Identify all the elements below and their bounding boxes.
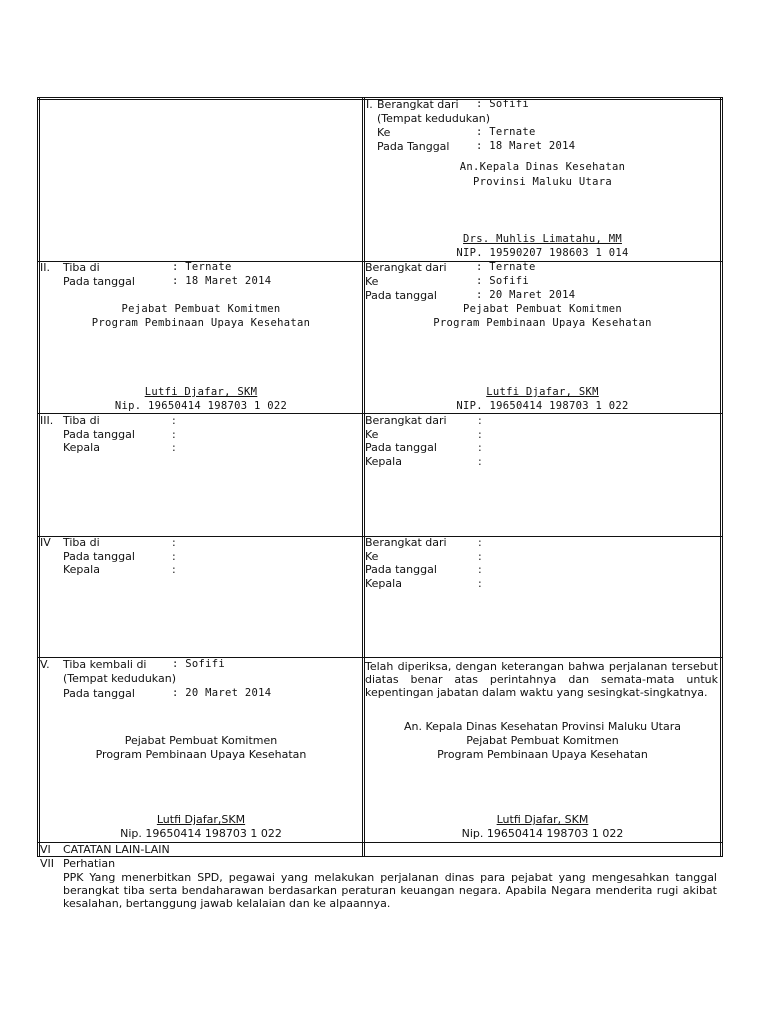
table-border-right-inner (722, 97, 723, 857)
sec3-tiba-label: Tiba di (63, 414, 100, 427)
sec2-right-signatory-title-1: Pejabat Pembuat Komitmen (463, 303, 622, 315)
sec2-tiba-label: Tiba di (63, 261, 100, 274)
sec7-number: VII (40, 857, 55, 870)
sec3-number: III. (40, 414, 54, 427)
sec7-notice-text: PPK Yang menerbitkan SPD, pegawai yang melakukan perjalanan dinas para pejabat yang mengesahkan tanggal berangkat tiba serta bendaharawan berdasarkan peraturan keuangan negara. Apabila Negara menderita rugi akibat kesalahan, bertanggung jawab kelalaian dan ke alpaannya. (63, 871, 717, 910)
sec6-label: CATATAN LAIN-LAIN (63, 843, 170, 856)
table-divider-middle (362, 97, 363, 857)
sec5-signatory-nip: Nip. 19650414 198703 1 022 (120, 827, 282, 840)
table-border-bottom (37, 856, 723, 857)
sec3-right-berangkat-colon: : (478, 414, 482, 427)
sec3-tanggal-colon: : (172, 428, 176, 441)
sec2-tanggal-value: : 18 Maret 2014 (172, 275, 272, 287)
sec1-berangkat-value: : Sofifi (476, 98, 529, 110)
sec2-signatory-nip: Nip. 19650414 198703 1 022 (114, 400, 288, 412)
table-border-right (720, 97, 721, 857)
sec5-tempat-kedudukan: (Tempat kedudukan) (63, 672, 176, 685)
sec2-right-tanggal-value: : 20 Maret 2014 (476, 289, 576, 301)
sec2-tiba-value: : Ternate (172, 261, 232, 273)
sec2-signatory-name: Lutfi Djafar, SKM (144, 386, 258, 398)
sec5-signatory-title-1: Pejabat Pembuat Komitmen (124, 734, 278, 747)
sec7-label: Perhatian (63, 857, 116, 870)
sec1-tanggal-label: Pada Tanggal (377, 140, 450, 153)
sec2-right-signatory-title-2: Program Pembinaan Upaya Kesehatan (433, 317, 652, 329)
sec3-right-kepala-colon: : (478, 455, 482, 468)
sec1-signatory-nip: NIP. 19590207 198603 1 014 (456, 247, 629, 259)
sec4-right-berangkat-label: Berangkat dari (365, 536, 447, 549)
sec4-tiba-colon: : (172, 536, 176, 549)
sec4-right-berangkat-colon: : (478, 536, 482, 549)
sec4-right-kepala-colon: : (478, 577, 482, 590)
sec3-right-kepala-label: Kepala (365, 455, 402, 468)
sec2-right-signatory-nip: NIP. 19650414 198703 1 022 (456, 400, 629, 412)
sec5-tanggal-value: : 20 Maret 2014 (172, 687, 272, 699)
sec1-signatory-name: Drs. Muhlis Limatahu, MM (463, 233, 622, 245)
sec4-right-tanggal-label: Pada tanggal (365, 563, 437, 576)
sec2-tanggal-label: Pada tanggal (63, 275, 135, 288)
sec4-right-kepala-label: Kepala (365, 577, 402, 590)
sec2-number: II. (40, 261, 50, 274)
sec3-kepala-label: Kepala (63, 441, 100, 454)
sec1-berangkat-label: Berangkat dari (377, 98, 459, 111)
sec2-right-ke-label: Ke (365, 275, 379, 288)
sec3-kepala-colon: : (172, 441, 176, 454)
sec1-number: I. (366, 98, 373, 111)
sec4-tiba-label: Tiba di (63, 536, 100, 549)
sec4-kepala-colon: : (172, 563, 176, 576)
sec4-tanggal-colon: : (172, 550, 176, 563)
sec1-tempat-kedudukan: (Tempat kedudukan) (377, 112, 490, 125)
sec4-tanggal-label: Pada tanggal (63, 550, 135, 563)
sec5-signatory-title-2: Program Pembinaan Upaya Kesehatan (95, 748, 307, 761)
sec3-right-tanggal-colon: : (478, 441, 482, 454)
sec1-ke-label: Ke (377, 126, 391, 139)
sec6-number: VI (40, 843, 51, 856)
sec5-number: V. (40, 658, 50, 671)
sec1-ke-value: : Ternate (476, 126, 536, 138)
sec1-tanggal-value: : 18 Maret 2014 (476, 140, 576, 152)
sec2-right-berangkat-value: : Ternate (476, 261, 536, 273)
sec3-right-berangkat-label: Berangkat dari (365, 414, 447, 427)
sec2-right-ke-value: : Sofifi (476, 275, 529, 287)
sec4-right-ke-label: Ke (365, 550, 379, 563)
sec2-right-signatory-name: Lutfi Djafar, SKM (486, 386, 599, 398)
sec1-signatory-title-2: Provinsi Maluku Utara (472, 176, 613, 188)
sec2-signatory-title-2: Program Pembinaan Upaya Kesehatan (91, 317, 311, 329)
table-border-left (37, 97, 38, 857)
sec3-tanggal-label: Pada tanggal (63, 428, 135, 441)
sec5-signatory-name: Lutfi Djafar,SKM (156, 813, 246, 826)
sec2-right-tanggal-label: Pada tanggal (365, 289, 437, 302)
sec5-right-signatory-title-3: Program Pembinaan Upaya Kesehatan (437, 748, 648, 761)
sec5-right-signatory-name: Lutfi Djafar, SKM (496, 813, 589, 826)
sec5-tiba-value: : Sofifi (172, 658, 225, 670)
sec1-signatory-title-1: An.Kepala Dinas Kesehatan (459, 161, 626, 173)
sec3-tiba-colon: : (172, 414, 176, 427)
sec4-right-tanggal-colon: : (478, 563, 482, 576)
sec5-tanggal-label: Pada tanggal (63, 687, 135, 700)
sec4-number: IV (40, 536, 51, 549)
sec2-right-berangkat-label: Berangkat dari (365, 261, 447, 274)
sec5-right-signatory-title-2: Pejabat Pembuat Komitmen (466, 734, 619, 747)
sec3-right-ke-label: Ke (365, 428, 379, 441)
sec5-right-signatory-nip: Nip. 19650414 198703 1 022 (461, 827, 624, 840)
sec5-right-signatory-title-1: An. Kepala Dinas Kesehatan Provinsi Maluku Utara (404, 720, 681, 733)
sec5-verification-text: Telah diperiksa, dengan keterangan bahwa perjalanan tersebut diatas benar atas perintahnya dan semata-mata untuk kepentingan jabatan dalam waktu yang sesingkat-singkatnya. (365, 660, 718, 699)
sec3-right-ke-colon: : (478, 428, 482, 441)
sec4-right-ke-colon: : (478, 550, 482, 563)
sec5-tiba-label: Tiba kembali di (63, 658, 147, 671)
sec4-kepala-label: Kepala (63, 563, 100, 576)
sec3-right-tanggal-label: Pada tanggal (365, 441, 437, 454)
sec2-signatory-title-1: Pejabat Pembuat Komitmen (121, 303, 281, 315)
